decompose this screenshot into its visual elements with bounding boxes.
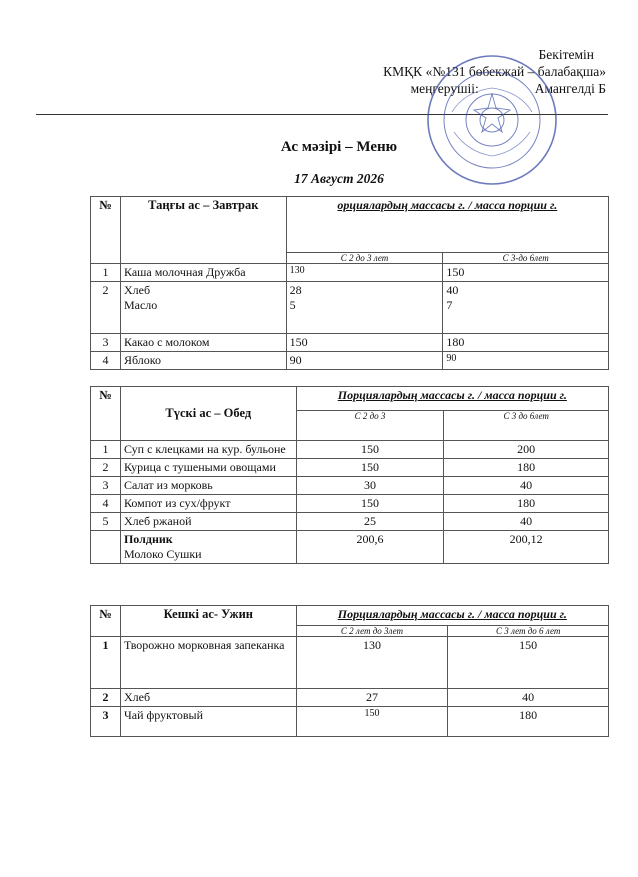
table-row: 4 Компот из сух/фрукт 150 180 bbox=[91, 495, 609, 513]
table-row: 3 Какао с молоком 150 180 bbox=[91, 334, 609, 352]
table-row: 3 Чай фруктовый 150 180 bbox=[91, 707, 609, 737]
breakfast-col-num: № bbox=[91, 197, 121, 264]
table-row: 3 Салат из морковь 30 40 bbox=[91, 477, 609, 495]
breakfast-col-name: Таңғы ас – Завтрак bbox=[120, 197, 286, 264]
dinner-sub-col-1: С 2 лет до 3лет bbox=[296, 626, 448, 637]
lunch-sub-col-1: С 2 до 3 bbox=[296, 411, 444, 441]
table-row: 4 Яблоко 90 90 bbox=[91, 352, 609, 370]
table-row: 5 Хлеб ржаной 25 40 bbox=[91, 513, 609, 531]
dinner-col-name: Кешкі ас- Ужин bbox=[120, 606, 296, 637]
organization-name: КМҚК «№131 бөбекжай – балабақша» bbox=[383, 64, 606, 79]
lunch-sub-col-2: С 3 до 6лет bbox=[444, 411, 609, 441]
table-row: 1 Суп с клецками на кур. бульоне 150 200 bbox=[91, 441, 609, 459]
table-row: 2 Хлеб Масло 28 5 40 7 bbox=[91, 282, 609, 334]
lunch-col-mass: Порциялардың массасы г. / масса порции г. bbox=[296, 387, 608, 411]
page-title: Ас мәзірі – Меню bbox=[280, 139, 398, 155]
dinner-col-mass: Порциялардың массасы г. / масса порции г. bbox=[296, 606, 608, 626]
snack-name: Молоко Сушки bbox=[123, 547, 202, 561]
breakfast-sub-col-1: С 2 до 3 лет bbox=[286, 253, 443, 264]
lunch-col-name: Түскі ас – Обед bbox=[120, 387, 296, 441]
table-row: Полдник Молоко Сушки 200,6 200,12 bbox=[91, 531, 609, 564]
breakfast-sub-col-2: С 3-до 6лет bbox=[443, 253, 609, 264]
official-stamp-icon bbox=[424, 52, 560, 188]
table-row: 2 Хлеб 27 40 bbox=[91, 689, 609, 707]
table-row: 2 Курица с тушеными овощами 150 180 bbox=[91, 459, 609, 477]
snack-title: Полдник bbox=[123, 532, 173, 546]
director-name: Амангелді Б bbox=[534, 81, 606, 96]
dinner-col-num: № bbox=[91, 606, 121, 637]
dinner-sub-col-2: С 3 лет до 6 лет bbox=[448, 626, 609, 637]
breakfast-col-mass: орциялардың массасы г. / масса порции г. bbox=[286, 197, 608, 253]
table-row: 1 Творожно морковная запеканка 130 150 bbox=[91, 637, 609, 689]
approval-label: Бекітемін bbox=[538, 47, 594, 62]
menu-date: 17 Август 2026 bbox=[294, 171, 384, 186]
lunch-col-num: № bbox=[91, 387, 121, 441]
dinner-table bbox=[90, 605, 609, 737]
breakfast-table bbox=[90, 196, 609, 370]
lunch-table bbox=[90, 386, 609, 564]
director-label: меңгерушіі: bbox=[410, 81, 479, 96]
table-row: 1 Каша молочная Дружба 130 150 bbox=[91, 264, 609, 282]
